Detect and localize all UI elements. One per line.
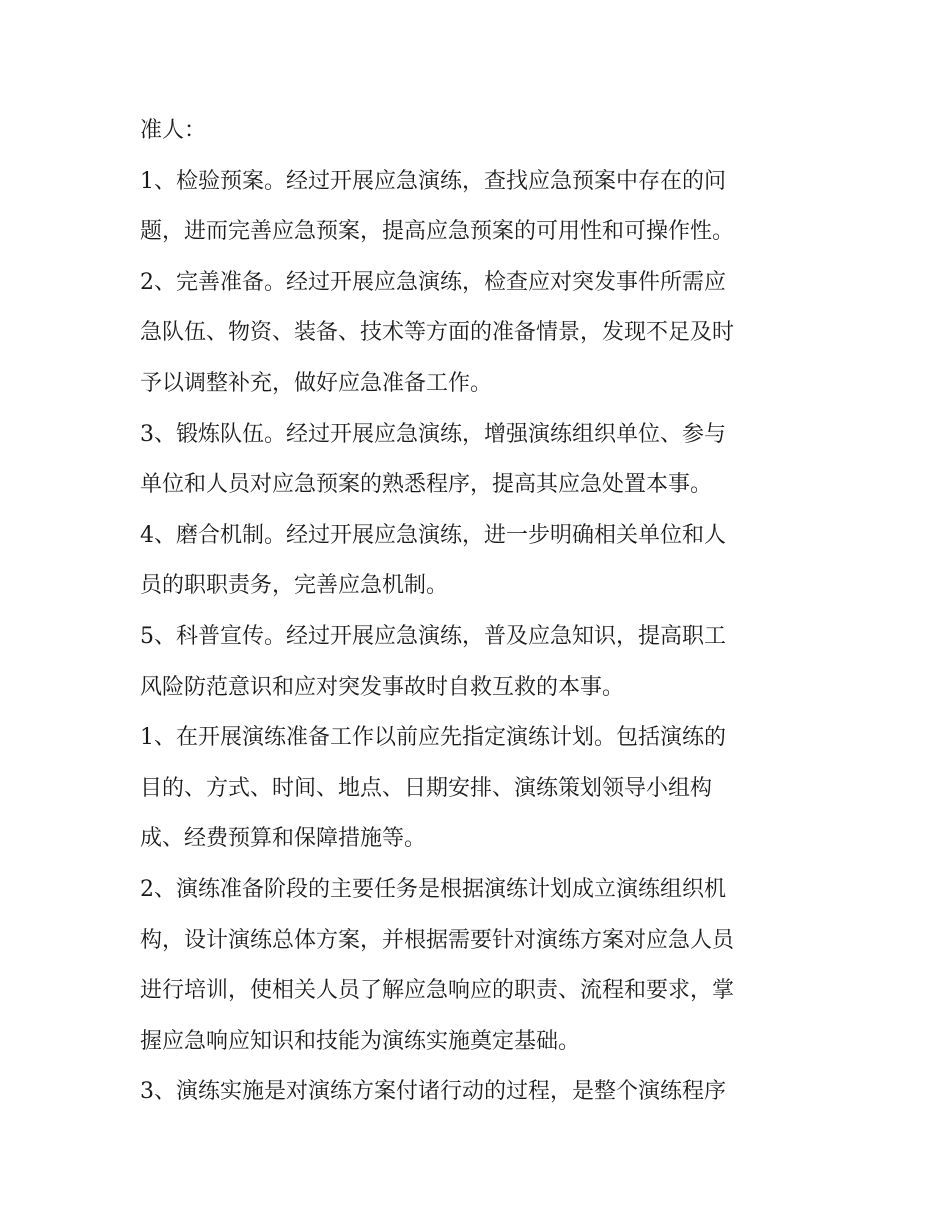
text-line: 5、科普宣传。经过开展应急演练，普及应急知识，提高职工 [140,623,726,649]
text-line: 构，设计演练总体方案，并根据需要针对演练方案对应急人员 [140,927,735,953]
text-line: 单位和人员对应急预案的熟悉程序，提高其应急处置本事。 [140,472,713,498]
text-line: 风险防范意识和应对突发事故时自救互救的本事。 [140,674,625,700]
text-line: 成、经费预算和保障措施等。 [140,826,427,852]
text-line: 目的、方式、时间、地点、日期安排、演练策划领导小组构 [140,775,713,801]
text-line: 2、演练准备阶段的主要任务是根据演练计划成立演练组织机 [140,876,726,902]
text-line: 进行培训，使相关人员了解应急响应的职责、流程和要求，掌 [140,978,735,1004]
text-line: 3、演练实施是对演练方案付诸行动的过程，是整个演练程序 [140,1079,726,1105]
text-line: 准人： [140,118,207,143]
text-line: 1、检验预案。经过开展应急演练，查找应急预案中存在的问 [140,168,726,194]
text-line: 员的职职责务，完善应急机制。 [140,573,449,599]
text-line: 握应急响应知识和技能为演练实施奠定基础。 [140,1028,581,1054]
text-line: 1、在开展演练准备工作以前应先指定演练计划。包括演练的 [140,725,726,751]
text-line: 急队伍、物资、装备、技术等方面的准备情景，发现不足及时 [140,320,735,346]
text-line: 4、磨合机制。经过开展应急演练，进一步明确相关单位和人 [140,522,726,548]
text-line: 2、完善准备。经过开展应急演练，检查应对突发事件所需应 [140,269,726,295]
document-body [140,106,820,1118]
text-line: 题，进而完善应急预案，提高应急预案的可用性和可操作性。 [140,219,735,245]
text-line: 予以调整补充，做好应急准备工作。 [140,370,493,396]
text-line: 3、锻炼队伍。经过开展应急演练，增强演练组织单位、参与 [140,421,726,447]
